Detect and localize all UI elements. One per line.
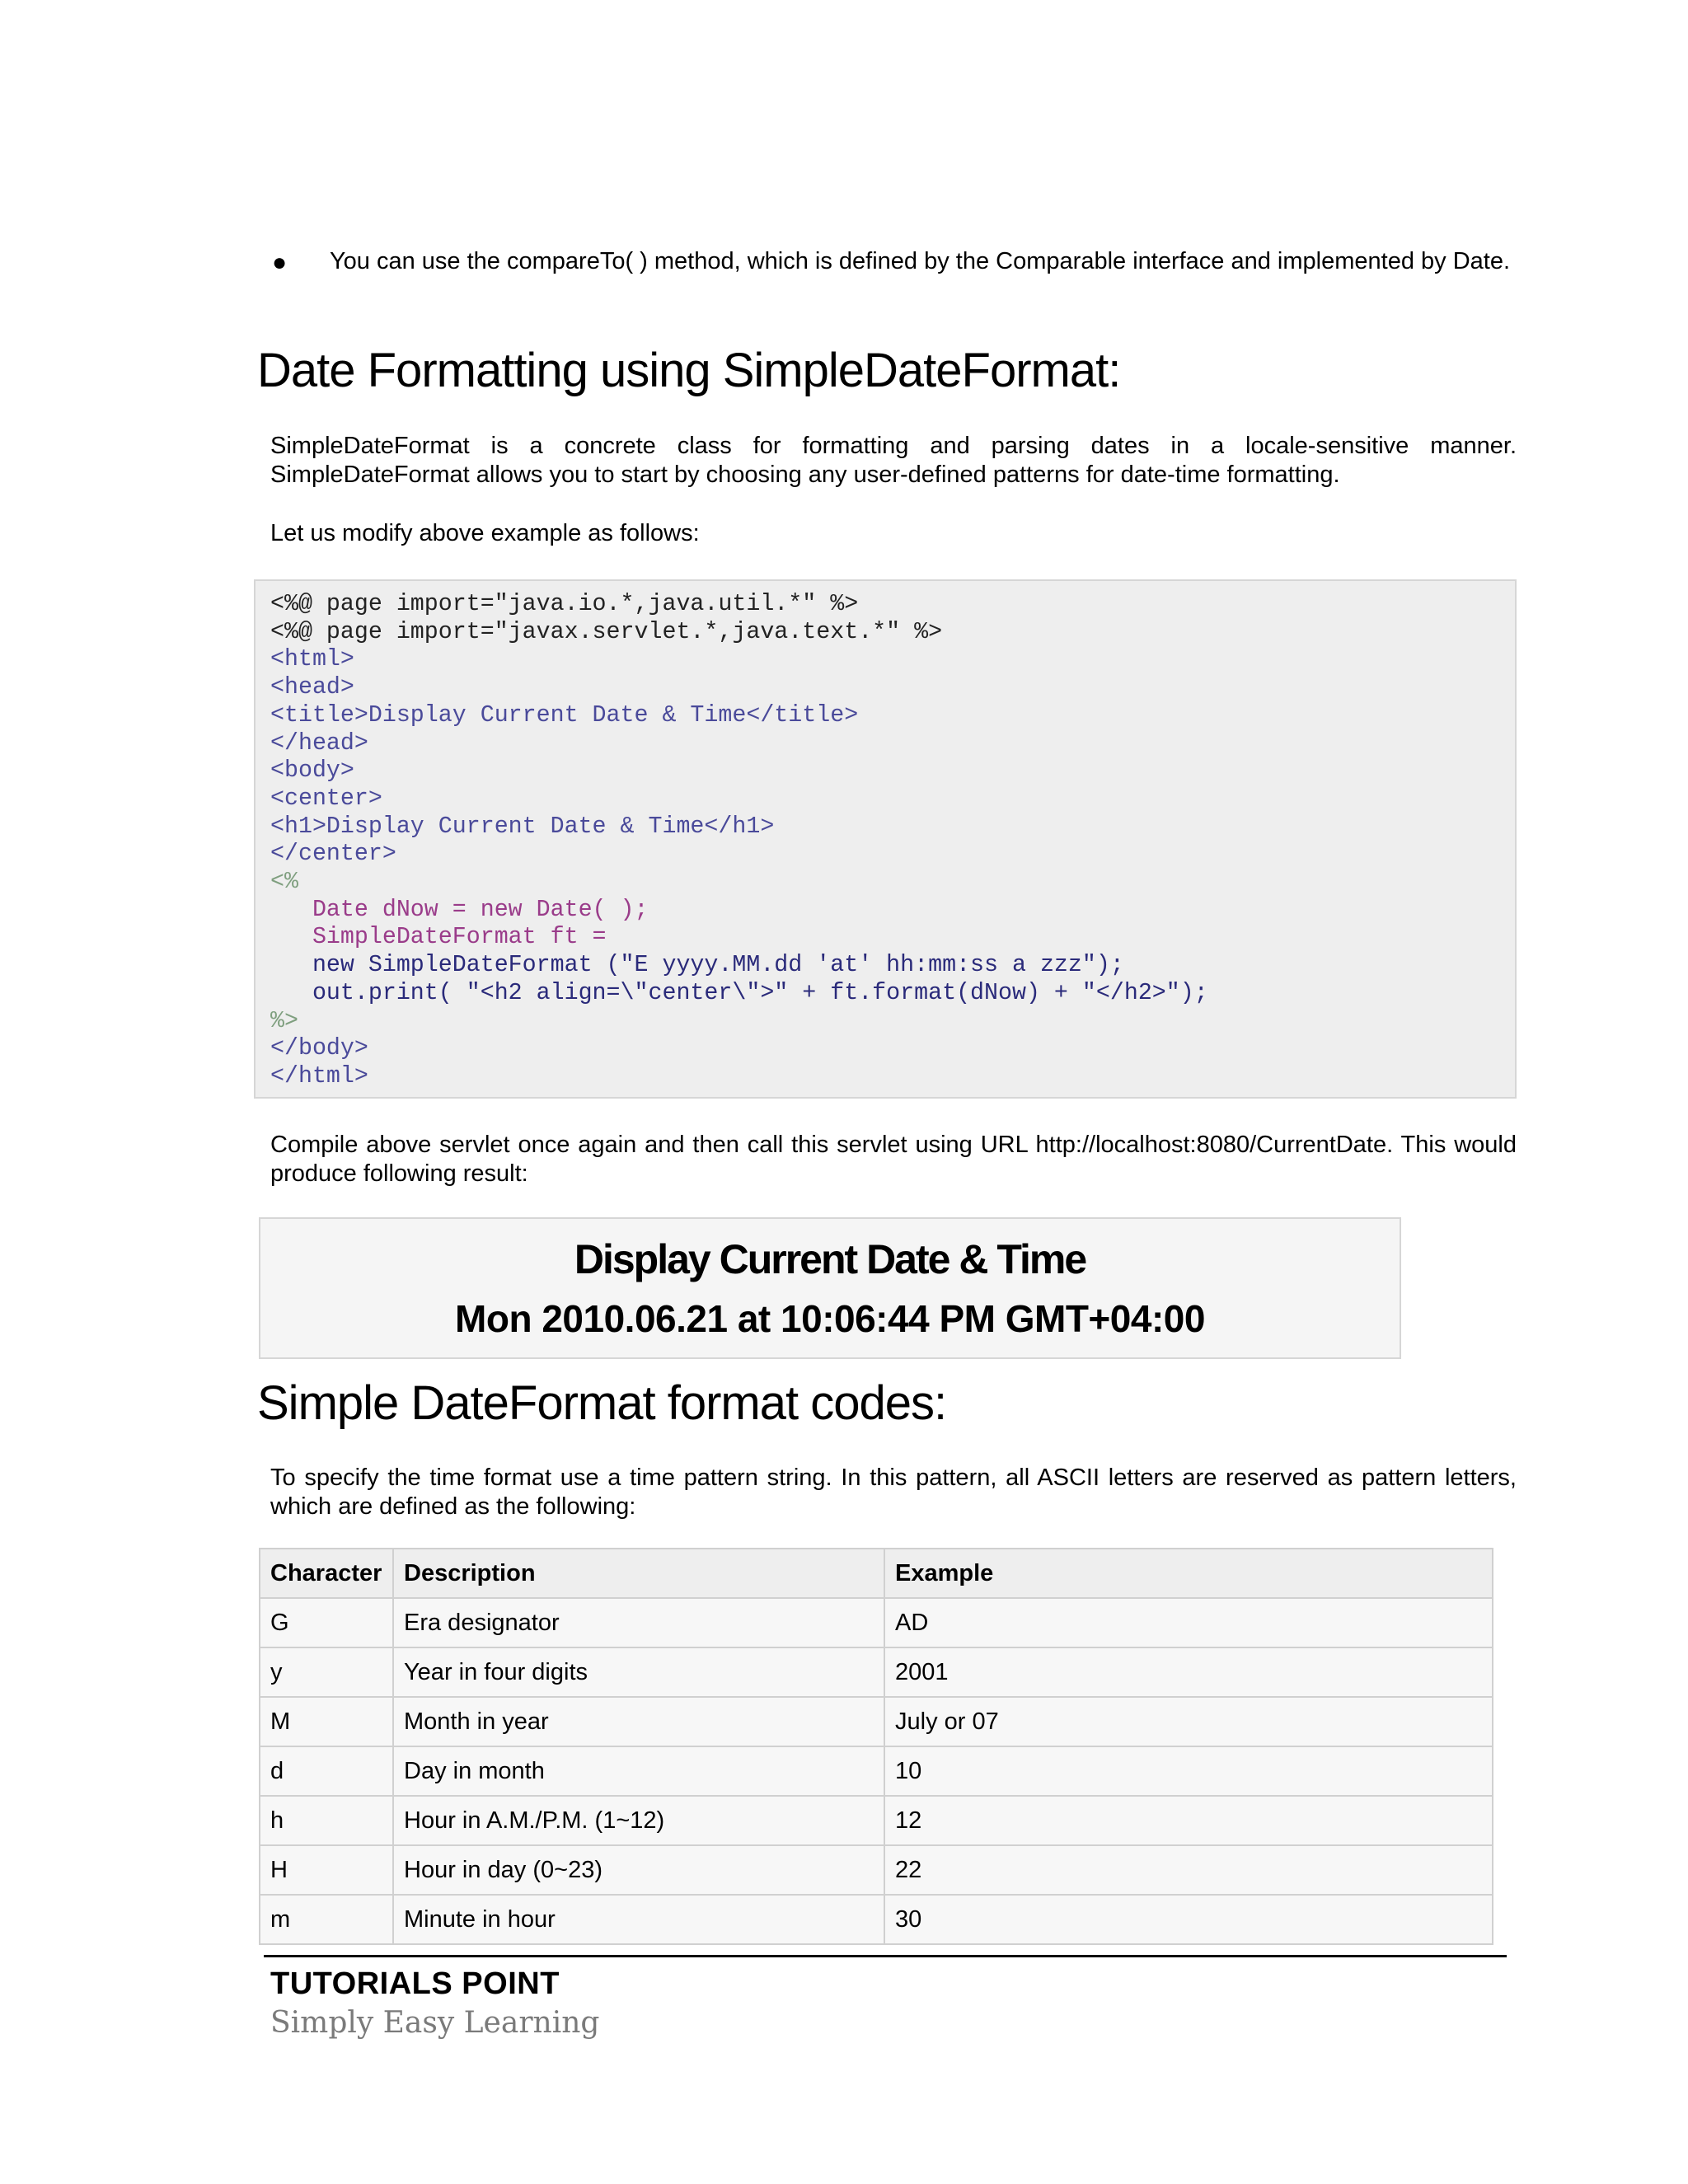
table-cell: Era designator bbox=[393, 1598, 884, 1647]
table-cell: G bbox=[260, 1598, 393, 1647]
code-line: </html> bbox=[270, 1062, 368, 1090]
table-row bbox=[260, 1697, 1493, 1746]
table-header-character: Character bbox=[260, 1549, 393, 1598]
table-row bbox=[260, 1598, 1493, 1647]
code-line: <%@ page import="java.io.*,java.util.*" %> bbox=[270, 591, 859, 617]
code-line: </head> bbox=[270, 729, 368, 757]
table-cell: AD bbox=[884, 1598, 1493, 1647]
format-codes-table bbox=[259, 1548, 1493, 1945]
table-cell: Hour in A.M./P.M. (1~12) bbox=[393, 1796, 884, 1845]
table-cell: d bbox=[260, 1746, 393, 1796]
code-line: <title>Display Current Date & Time</title> bbox=[270, 701, 859, 729]
section2-paragraph: To specify the time format use a time pattern string. In this pattern, all ASCII letters are reserved as pattern letters, which are defined as the following: bbox=[270, 1465, 1517, 1520]
bullet-dot-icon: ● bbox=[272, 249, 288, 276]
section-heading-format-codes: Simple DateFormat format codes: bbox=[257, 1376, 947, 1430]
table-header-example: Example bbox=[884, 1549, 1493, 1598]
table-cell: m bbox=[260, 1895, 393, 1944]
table-cell: Year in four digits bbox=[393, 1647, 884, 1697]
code-line: <h1>Display Current Date & Time</h1> bbox=[270, 813, 775, 840]
table-cell: 12 bbox=[884, 1796, 1493, 1845]
code-block bbox=[254, 579, 1517, 1099]
code-line: <center> bbox=[270, 785, 382, 812]
code-line: </center> bbox=[270, 841, 396, 868]
code-line: out.print( "<h2 align=\"center\">" + ft.format(dNow) + "</h2>"); bbox=[270, 979, 1208, 1006]
table-cell: H bbox=[260, 1845, 393, 1895]
table-header-description: Description bbox=[393, 1549, 884, 1598]
table-cell: 10 bbox=[884, 1746, 1493, 1796]
table-row bbox=[260, 1647, 1493, 1697]
table-cell: 30 bbox=[884, 1895, 1493, 1944]
table-cell: Month in year bbox=[393, 1697, 884, 1746]
code-line: <%@ page import="javax.servlet.*,java.text.*" %> bbox=[270, 618, 943, 645]
footer-divider bbox=[264, 1955, 1507, 1957]
table-cell: h bbox=[260, 1796, 393, 1845]
table-cell: 22 bbox=[884, 1845, 1493, 1895]
footer-brand: TUTORIALS POINT bbox=[270, 1966, 560, 2001]
result-title: Display Current Date & Time bbox=[574, 1236, 1086, 1282]
table-cell: Hour in day (0~23) bbox=[393, 1845, 884, 1895]
code-line: <% bbox=[270, 869, 298, 896]
table-cell: Day in month bbox=[393, 1746, 884, 1796]
code-line: %> bbox=[270, 1007, 298, 1034]
table-cell: M bbox=[260, 1697, 393, 1746]
table-cell: y bbox=[260, 1647, 393, 1697]
table-cell: July or 07 bbox=[884, 1697, 1493, 1746]
result-output-box bbox=[259, 1217, 1401, 1359]
table-cell: 2001 bbox=[884, 1647, 1493, 1697]
table-cell: Minute in hour bbox=[393, 1895, 884, 1944]
footer-tagline: Simply Easy Learning bbox=[270, 2006, 600, 2040]
code-line: <body> bbox=[270, 757, 354, 785]
section1-paragraph: SimpleDateFormat is a concrete class for formatting and parsing dates in a locale-sensitive manner. SimpleDateFormat allows you to start by choosing any user-defined patterns for date-time formatting. bbox=[270, 433, 1517, 488]
bullet-text: You can use the compareTo( ) method, which is defined by the Comparable interface and implemented by Date. bbox=[330, 248, 1511, 274]
code-line: Date dNow = new Date( ); bbox=[270, 896, 649, 923]
table-header-row bbox=[260, 1549, 1493, 1598]
code-listing bbox=[270, 591, 1500, 1091]
compile-paragraph: Compile above servlet once again and then call this servlet using URL http://localhost:8080/CurrentDate. This would produce following result: bbox=[270, 1132, 1517, 1187]
code-line: SimpleDateFormat ft = bbox=[270, 924, 607, 951]
code-line: </body> bbox=[270, 1035, 368, 1062]
code-line: new SimpleDateFormat ("E yyyy.MM.dd 'at' hh:mm:ss a zzz"); bbox=[270, 952, 1124, 979]
section-heading-simpledateformat: Date Formatting using SimpleDateFormat: bbox=[257, 344, 1121, 397]
table-row bbox=[260, 1845, 1493, 1895]
section1-intro: Let us modify above example as follows: bbox=[270, 520, 700, 546]
table-row bbox=[260, 1895, 1493, 1944]
code-line: <head> bbox=[270, 674, 354, 701]
table-row bbox=[260, 1746, 1493, 1796]
table-row bbox=[260, 1796, 1493, 1845]
code-line: <html> bbox=[270, 646, 354, 673]
result-date-value: Mon 2010.06.21 at 10:06:44 PM GMT+04:00 bbox=[455, 1297, 1205, 1340]
